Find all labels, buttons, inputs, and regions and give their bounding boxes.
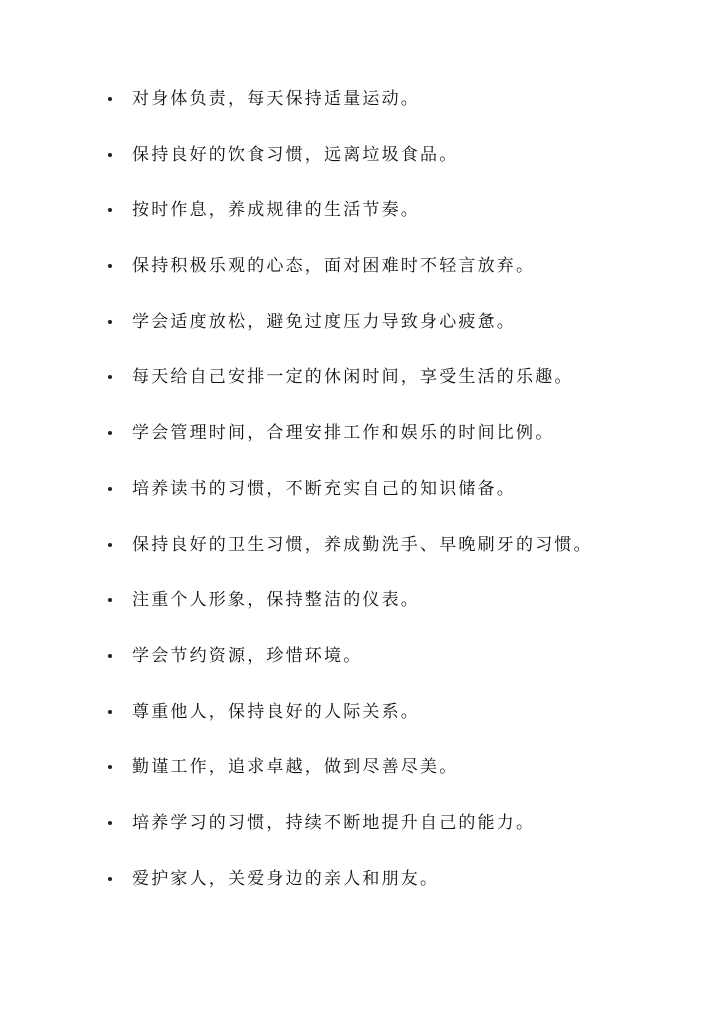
bullet-dot-icon (108, 710, 112, 714)
list-item-text: 注重个人形象，保持整洁的仪表。 (132, 590, 420, 611)
list-item-text: 保持积极乐观的心态，面对困难时不轻言放弃。 (132, 256, 536, 277)
list-item (108, 195, 688, 251)
bullet-dot-icon (108, 208, 112, 212)
list-item-text: 爱护家人，关爱身边的亲人和朋友。 (132, 868, 440, 889)
list-item (108, 808, 688, 864)
bullet-dot-icon (108, 97, 112, 101)
list-item (108, 307, 688, 363)
bullet-dot-icon (108, 375, 112, 379)
list-item-text: 尊重他人，保持良好的人际关系。 (132, 701, 420, 722)
list-item-text: 每天给自己安排一定的休闲时间，享受生活的乐趣。 (132, 367, 574, 388)
bullet-dot-icon (108, 543, 112, 547)
list-item-text: 学会节约资源，珍惜环境。 (132, 645, 363, 666)
bullet-dot-icon (108, 654, 112, 658)
list-item (108, 140, 688, 196)
list-item-text: 培养学习的习惯，持续不断地提升自己的能力。 (132, 812, 536, 833)
bullet-dot-icon (108, 264, 112, 268)
list-item (108, 752, 688, 808)
list-item-text: 学会适度放松，避免过度压力导致身心疲惫。 (132, 311, 516, 332)
list-item (108, 362, 688, 418)
list-item (108, 474, 688, 530)
bullet-dot-icon (108, 877, 112, 881)
bullet-dot-icon (108, 598, 112, 602)
list-item (108, 251, 688, 307)
list-item-text: 保持良好的饮食习惯，远离垃圾食品。 (132, 144, 459, 165)
list-item (108, 585, 688, 641)
bullet-dot-icon (108, 487, 112, 491)
list-item-text: 保持良好的卫生习惯，养成勤洗手、早晚刷牙的习惯。 (132, 534, 593, 555)
list-item-text: 按时作息，养成规律的生活节奏。 (132, 200, 420, 221)
bullet-dot-icon (108, 320, 112, 324)
list-item (108, 697, 688, 753)
bullet-dot-icon (108, 431, 112, 435)
list-item (108, 84, 688, 140)
list-item (108, 530, 688, 586)
list-item-text: 勤谨工作，追求卓越，做到尽善尽美。 (132, 757, 459, 778)
bullet-list (108, 84, 688, 919)
list-item-text: 对身体负责，每天保持适量运动。 (132, 89, 420, 109)
list-item (108, 864, 688, 920)
bullet-dot-icon (108, 153, 112, 157)
bullet-dot-icon (108, 821, 112, 825)
list-item-text: 学会管理时间，合理安排工作和娱乐的时间比例。 (132, 423, 555, 444)
list-item (108, 418, 688, 474)
list-item-text: 培养读书的习惯，不断充实自己的知识储备。 (132, 478, 516, 499)
list-item (108, 641, 688, 697)
bullet-dot-icon (108, 765, 112, 769)
